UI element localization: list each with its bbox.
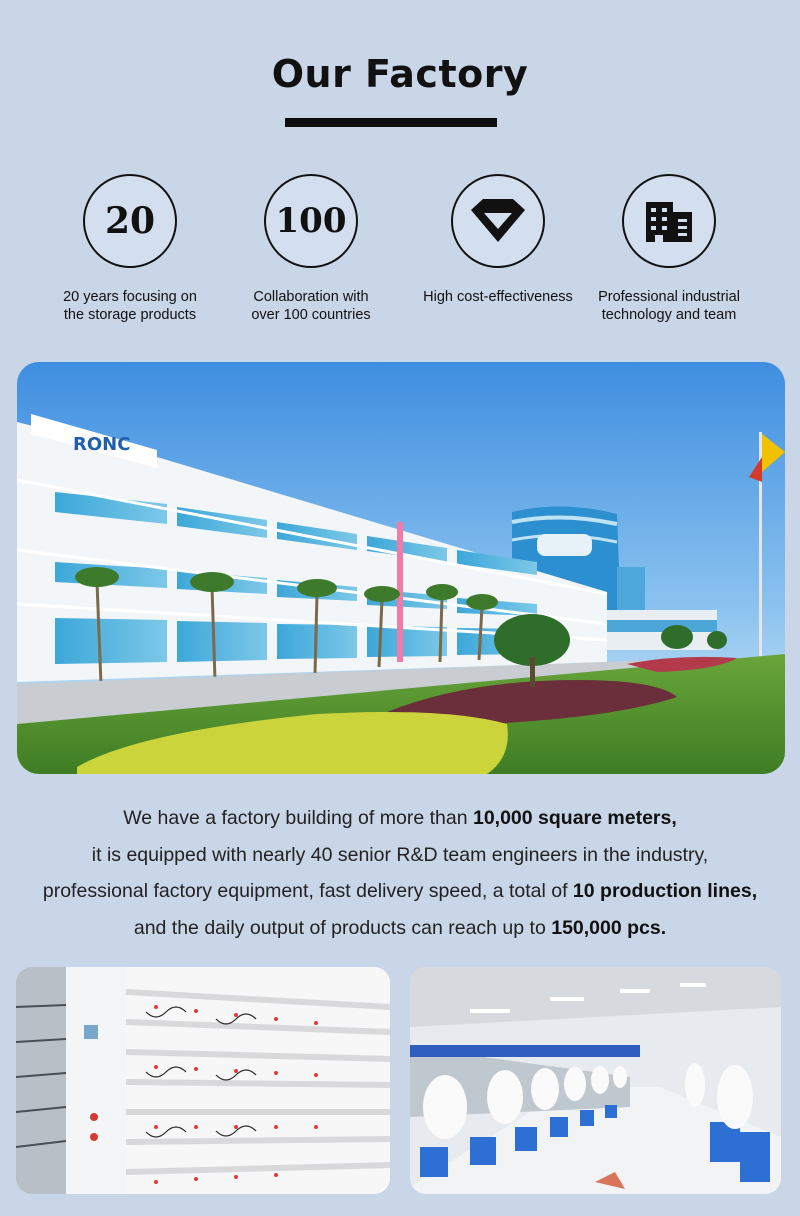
feature-cost — [413, 174, 583, 306]
years-circle — [83, 174, 177, 268]
title-underline — [285, 118, 497, 127]
countries-circle — [264, 174, 358, 268]
description-line: it is equipped with nearly 40 senior R&D team engineers in the industry, — [91, 843, 709, 866]
factory-description — [0, 800, 800, 946]
feature-label — [413, 288, 583, 306]
testing-equipment-photo — [16, 967, 390, 1194]
years-value: 20 — [104, 200, 156, 242]
feature-label — [226, 288, 396, 324]
brand-sign: RONC — [73, 434, 131, 455]
feature-label-line: over 100 countries — [251, 307, 371, 323]
description-highlight: 150,000 pcs. — [551, 916, 667, 939]
feature-label-line: Professional industrial — [598, 289, 740, 305]
feature-countries — [226, 174, 396, 324]
feature-label-line: High cost-effectiveness — [423, 289, 573, 305]
production-line-photo — [410, 967, 781, 1194]
feature-label-line: 20 years focusing on — [63, 289, 197, 305]
feature-label — [584, 288, 754, 324]
description-highlight: 10 production lines, — [572, 880, 758, 902]
description-text: We have a factory building of more than — [123, 807, 473, 829]
building-icon — [622, 174, 716, 268]
feature-label — [45, 288, 215, 324]
description-line — [0, 910, 800, 947]
description-text: professional factory equipment, fast delivery speed, a total of — [42, 880, 573, 902]
feature-label-line: technology and team — [601, 307, 737, 323]
page-title: Our Factory — [271, 52, 529, 96]
countries-value: 100 — [275, 201, 347, 241]
feature-label-line: the storage products — [63, 307, 197, 323]
feature-label-line: Collaboration with — [253, 289, 369, 305]
feature-team — [584, 174, 754, 324]
factory-building-photo — [17, 362, 785, 774]
diamond-icon — [451, 174, 545, 268]
description-line — [0, 800, 800, 837]
feature-years — [45, 174, 215, 324]
description-highlight: 10,000 square meters, — [472, 807, 677, 829]
description-text: and the daily output of products can reach up to — [133, 916, 552, 939]
description-line — [0, 873, 800, 910]
